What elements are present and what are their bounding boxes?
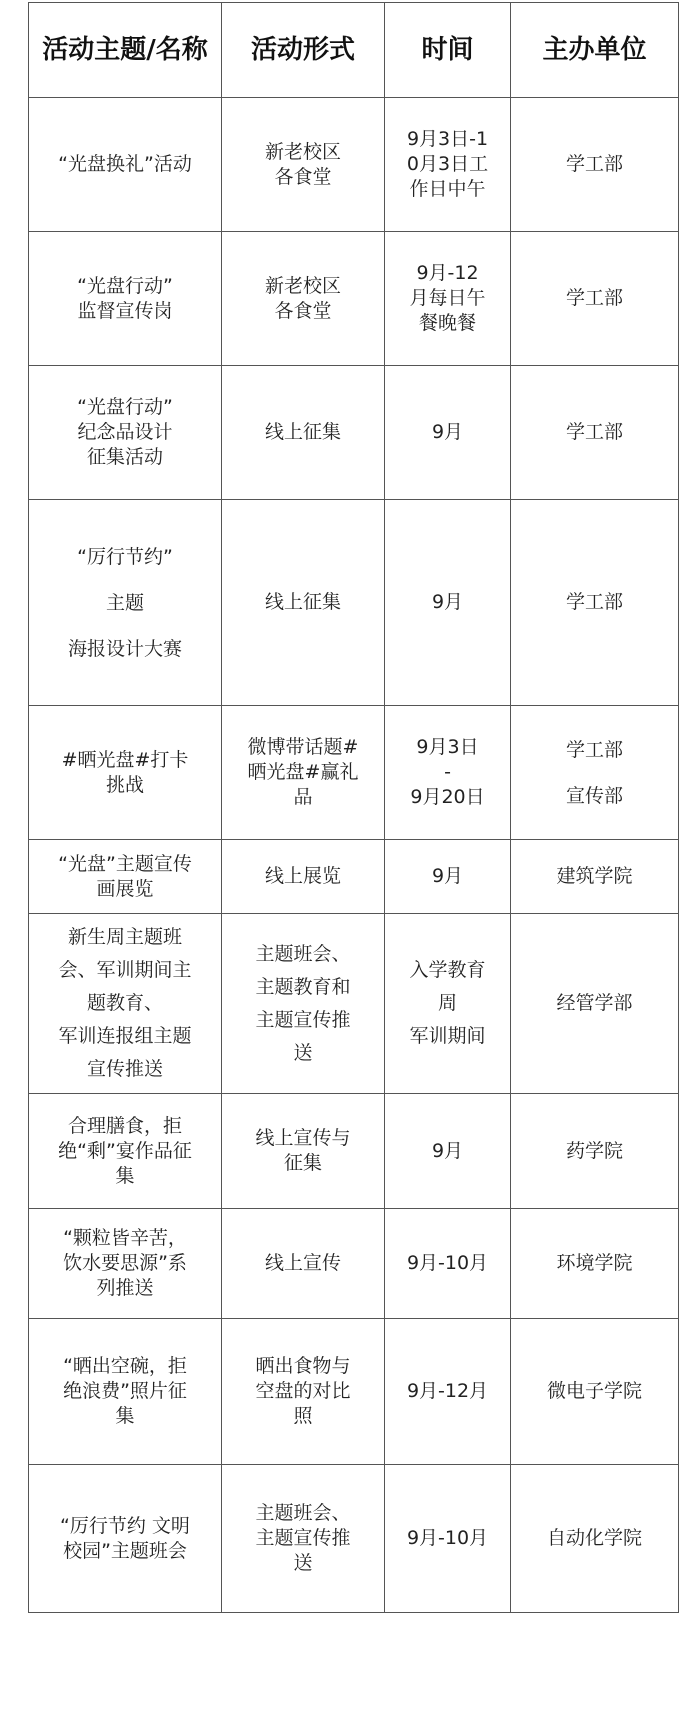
table-row	[29, 500, 679, 706]
cell-activity-form: 晒出食物与 空盘的对比 照	[222, 1319, 385, 1465]
header-activity-name: 活动主题/名称	[29, 3, 222, 98]
cell-host: 药学院	[511, 1094, 679, 1209]
cell-activity-form: 主题班会、 主题宣传推 送	[222, 1465, 385, 1613]
cell-activity-form: 线上宣传	[222, 1209, 385, 1319]
cell-time: 入学教育 周 军训期间	[385, 914, 511, 1094]
cell-activity-name: “光盘行动” 纪念品设计 征集活动	[29, 366, 222, 500]
cell-activity-form: 线上展览	[222, 840, 385, 914]
cell-host: 环境学院	[511, 1209, 679, 1319]
table-row	[29, 914, 679, 1094]
cell-time: 9月-10月	[385, 1465, 511, 1613]
table-row	[29, 232, 679, 366]
cell-host: 学工部	[511, 500, 679, 706]
table-row	[29, 1319, 679, 1465]
cell-activity-form: 微博带话题# 晒光盘#赢礼 品	[222, 706, 385, 840]
cell-host: 自动化学院	[511, 1465, 679, 1613]
cell-time: 9月-10月	[385, 1209, 511, 1319]
table-row	[29, 840, 679, 914]
cell-time: 9月-12 月每日午 餐晚餐	[385, 232, 511, 366]
cell-activity-form: 主题班会、 主题教育和 主题宣传推 送	[222, 914, 385, 1094]
cell-host: 学工部	[511, 232, 679, 366]
header-time: 时间	[385, 3, 511, 98]
cell-host: 经管学部	[511, 914, 679, 1094]
table-row	[29, 1209, 679, 1319]
cell-activity-name: “厉行节约 文明 校园”主题班会	[29, 1465, 222, 1613]
cell-activity-name: 合理膳食，拒 绝“剩”宴作品征 集	[29, 1094, 222, 1209]
cell-activity-form: 线上宣传与 征集	[222, 1094, 385, 1209]
cell-time: 9月3日-1 0月3日工 作日中午	[385, 98, 511, 232]
cell-time: 9月	[385, 840, 511, 914]
cell-time: 9月	[385, 500, 511, 706]
table-row	[29, 1465, 679, 1613]
header-host: 主办单位	[511, 3, 679, 98]
table-row	[29, 366, 679, 500]
cell-time: 9月	[385, 366, 511, 500]
activity-table	[28, 2, 679, 1613]
table-row	[29, 706, 679, 840]
table-row	[29, 1094, 679, 1209]
cell-activity-name: “光盘换礼”活动	[29, 98, 222, 232]
cell-activity-form: 线上征集	[222, 500, 385, 706]
cell-activity-name: 新生周主题班 会、军训期间主 题教育、 军训连报组主题 宣传推送	[29, 914, 222, 1094]
cell-host: 学工部	[511, 366, 679, 500]
cell-activity-form: 新老校区 各食堂	[222, 232, 385, 366]
cell-activity-name: “颗粒皆辛苦， 饮水要思源”系 列推送	[29, 1209, 222, 1319]
cell-activity-name: “厉行节约” 主题 海报设计大赛	[29, 500, 222, 706]
activity-table-container	[28, 2, 678, 1613]
cell-host: 学工部 宣传部	[511, 706, 679, 840]
cell-host: 微电子学院	[511, 1319, 679, 1465]
cell-activity-name: “光盘行动” 监督宣传岗	[29, 232, 222, 366]
header-activity-form: 活动形式	[222, 3, 385, 98]
cell-host: 学工部	[511, 98, 679, 232]
cell-time: 9月-12月	[385, 1319, 511, 1465]
cell-activity-name: #晒光盘#打卡 挑战	[29, 706, 222, 840]
cell-time: 9月	[385, 1094, 511, 1209]
cell-activity-form: 新老校区 各食堂	[222, 98, 385, 232]
table-row	[29, 98, 679, 232]
cell-activity-form: 线上征集	[222, 366, 385, 500]
cell-host: 建筑学院	[511, 840, 679, 914]
cell-activity-name: “光盘”主题宣传 画展览	[29, 840, 222, 914]
table-header-row	[29, 3, 679, 98]
cell-activity-name: “晒出空碗，拒 绝浪费”照片征 集	[29, 1319, 222, 1465]
cell-time: 9月3日 - 9月20日	[385, 706, 511, 840]
